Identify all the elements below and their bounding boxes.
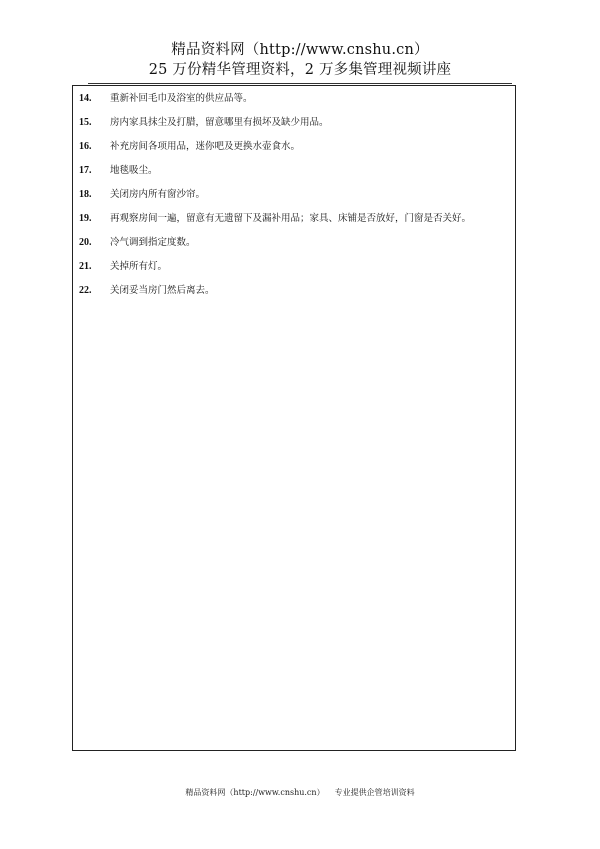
step-text: 房内家具抹尘及打腊，留意哪里有损坏及缺少用品。 [110, 117, 329, 128]
step-number: 21. [79, 261, 92, 272]
step-item-20 [73, 233, 515, 257]
step-item-19 [73, 209, 515, 233]
step-text: 地毯吸尘。 [110, 165, 158, 176]
step-item-16 [73, 137, 515, 161]
step-item-17 [73, 161, 515, 185]
step-number: 15. [79, 117, 92, 128]
header-subtitle: 25 万份精华管理资料，2 万多集管理视频讲座 [148, 62, 452, 78]
step-number: 14. [79, 93, 92, 104]
content-frame [72, 85, 516, 751]
step-text: 关闭妥当房门然后离去。 [110, 285, 215, 296]
step-item-18 [73, 185, 515, 209]
header-divider [88, 83, 512, 84]
step-number: 17. [79, 165, 92, 176]
footer-slogan: 专业提供企管培训资料 [334, 788, 415, 797]
footer-site: 精品资料网（http://www.cnshu.cn） [185, 788, 325, 797]
step-list [73, 89, 515, 305]
step-text: 关闭房内所有窗沙帘。 [110, 189, 206, 200]
step-number: 22. [79, 285, 92, 296]
step-text: 重新补回毛巾及浴室的供应品等。 [110, 93, 253, 104]
step-text: 再观察房间一遍，留意有无遗留下及漏补用品；家具、床铺是否放好，门窗是否关好。 [110, 213, 472, 224]
step-number: 16. [79, 141, 92, 152]
step-item-15 [73, 113, 515, 137]
step-item-14 [73, 89, 515, 113]
step-number: 19. [79, 213, 92, 224]
step-item-22 [73, 281, 515, 305]
step-text: 冷气调到指定度数。 [110, 237, 196, 248]
step-text: 补充房间各项用品，迷你吧及更换水壶食水。 [110, 141, 301, 152]
step-number: 18. [79, 189, 92, 200]
step-text: 关掉所有灯。 [110, 261, 168, 272]
step-item-21 [73, 257, 515, 281]
header-site-title: 精品资料网（http://www.cnshu.cn） [171, 42, 429, 58]
page-header [0, 40, 600, 80]
step-number: 20. [79, 237, 92, 248]
page-footer [0, 787, 600, 799]
